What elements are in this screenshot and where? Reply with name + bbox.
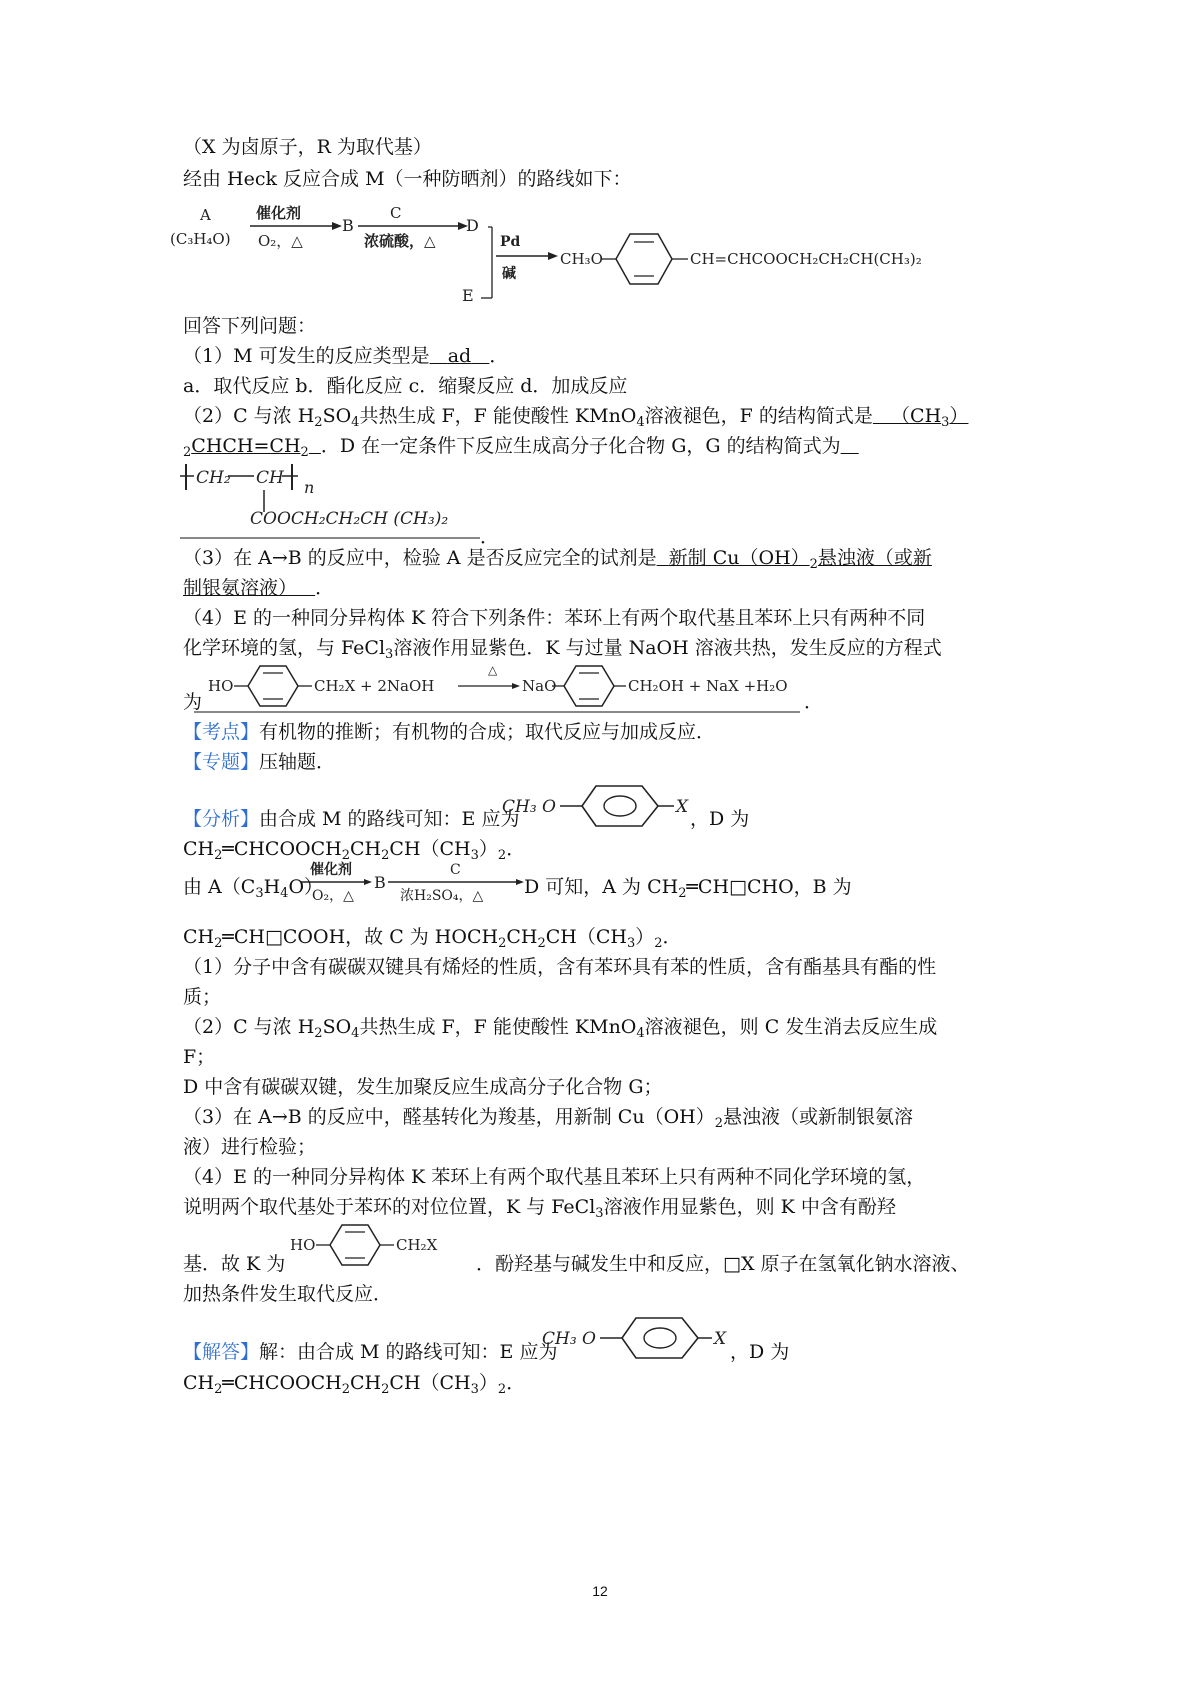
page-number: 12 (592, 1583, 608, 1599)
polymer-ester: COOCH₂CH₂CH (CH₃)₂ (250, 509, 449, 529)
scheme-cond2: 浓硫酸，△ (364, 232, 436, 250)
svg-text:X: X (714, 1329, 727, 1349)
polymer-ch: CH (256, 468, 284, 488)
q1-options: a．取代反应 b．酯化反应 c．缩聚反应 d．加成反应 (183, 375, 628, 397)
analysis-4d: ．酚羟基与碱发生中和反应，□X 原子在氢氧化钠水溶液、 (476, 1253, 970, 1275)
polymer-n: n (304, 478, 315, 497)
note-line: （X 为卤原子，R 为取代基） (183, 136, 432, 158)
q1-answer: ad (447, 345, 472, 367)
reaction-equation (200, 658, 810, 714)
svg-text:浓H₂SO₄，△: 浓H₂SO₄，△ (400, 888, 484, 904)
analysis-3b: 液）进行检验； (183, 1136, 317, 1158)
eq-ho: HO (208, 677, 234, 695)
svg-text:CH₂X: CH₂X (396, 1236, 438, 1254)
scheme-d: D (466, 216, 479, 235)
analysis-4b: 说明两个取代基处于苯环的对位位置，K 与 FeCl$_3$溶液作用显紫色，则 K 中含有酚羟 (183, 1196, 896, 1221)
q1-line: （1）M 可发生的反应类型是 ad ． (183, 345, 509, 367)
fenxi-line1b: ，D 为 (690, 808, 750, 830)
q2-line2: $_2CHCH=CH_2$ ．D 在一定条件下反应生成高分子化合物 G，G 的结构简式为 (183, 435, 841, 460)
arrow-1-head (332, 222, 342, 230)
q3-line: （3）在 A→B 的反应中，检验 A 是否反应完全的试剂是 新制 $Cu(OH)_2$悬浊液（或新 (183, 547, 932, 572)
q3-answer: 新制 $Cu(OH)_2$悬浊液（或新 (668, 547, 932, 572)
svg-text:催化剂: 催化剂 (310, 862, 352, 878)
mini-scheme (300, 860, 530, 910)
scheme-pd: Pd (500, 234, 521, 250)
jieda-line1: 【解答】解：由合成 M 的路线可知：E 应为 (183, 1341, 558, 1363)
fenxi-line4: $CH_2═CH□COOH$，故 C 为 $HOCH_2CH_2CH(CH_3)_2$． (183, 926, 682, 951)
analysis-2b: F； (183, 1046, 216, 1068)
analysis-2c: D 中含有碳碳双键，发生加聚反应生成高分子化合物 G； (183, 1076, 663, 1098)
k-structure (290, 1222, 470, 1278)
analysis-4c: 基．故 K 为 (183, 1253, 286, 1275)
q3-line2: 制银氨溶液） ． (183, 577, 335, 599)
zhuanti-line: 【专题】压轴题． (183, 751, 336, 773)
eq-products: CH₂OH + NaX +H₂O (628, 677, 788, 695)
analysis-3: （3）在 A→B 的反应中，醛基转化为羧基，用新制 $Cu(OH)_2$悬浊液（或新制银氨溶 (183, 1106, 914, 1131)
q4-line1: （4）E 的一种同分异构体 K 符合下列条件：苯环上有两个取代基且苯环上只有两种不同 (183, 607, 926, 629)
analysis-4: （4）E 的一种同分异构体 K 苯环上有两个取代基且苯环上只有两种不同化学环境的氢， (183, 1166, 926, 1188)
analysis-1b: 质； (183, 986, 222, 1008)
fenxi-line2: $CH_2═CHCOOCH_2CH_2CH(CH_3)_2$． (183, 838, 526, 863)
arrow-3-head (548, 252, 558, 260)
scheme-base: 碱 (502, 266, 516, 282)
kaodian-line: 【考点】有机物的推断；有机物的合成；取代反应与加成反应． (183, 721, 716, 743)
jieda-line2: $CH_2═CHCOOCH_2CH_2CH(CH_3)_2$． (183, 1372, 526, 1397)
svg-text:B: B (374, 873, 386, 892)
eq-ch2x: CH₂X + 2NaOH (314, 677, 435, 695)
q4-line2: 化学环境的氢，与 FeCl$_3$溶液作用显紫色．K 与过量 NaOH 溶液共热，发生反应的方程式 (183, 637, 942, 662)
intro-line: 经由 Heck 反应合成 M（一种防晒剂）的路线如下： (183, 168, 632, 190)
jieda-line1b: ，D 为 (730, 1341, 790, 1363)
fenxi-line3: 由 $A(C_3H_4O)$ (183, 876, 324, 901)
analysis-4e: 加热条件发生取代反应． (183, 1283, 393, 1305)
scheme-catalyst: 催化剂 (256, 204, 302, 222)
scheme-c: C (390, 204, 402, 222)
scheme-e: E (462, 286, 474, 305)
svg-text:O₂，△: O₂，△ (312, 888, 354, 904)
scheme-cond1: O₂，△ (258, 232, 303, 250)
e-structure-2 (542, 1314, 742, 1366)
svg-text:HO: HO (290, 1236, 316, 1254)
scheme-b: B (342, 216, 354, 235)
m-right: CH=CHCOOCH₂CH₂CH(CH₃)₂ (690, 250, 922, 268)
svg-text:CH₃ O: CH₃ O (542, 1329, 596, 1349)
q4-line3: 为 (183, 691, 203, 713)
q2-end: ． (480, 526, 500, 548)
fenxi-line3b: D 可知，A 为 $CH_2═CH□CHO$，B 为 (524, 876, 852, 901)
eq-delta: △ (488, 663, 498, 677)
e-structure-1 (502, 782, 702, 834)
synthesis-scheme (170, 198, 950, 310)
question-intro: 回答下列问题： (183, 315, 317, 337)
q4-end: ． (804, 691, 824, 713)
eq-nao: NaO (522, 677, 557, 695)
m-left: CH₃O (560, 250, 603, 268)
analysis-2: （2）C 与浓 $H_2SO_4$共热生成 F，F 能使酸性 KMnO$_4$溶液褪色，则 C 发生消去反应生成 (183, 1016, 938, 1041)
q2-answer: $(CH_3)$ (891, 405, 969, 430)
polymer-ch2: CH₂ (196, 468, 231, 488)
scheme-a: A (200, 206, 211, 224)
q2-line: （2）C 与浓 $H_2SO_4$共热生成 F，F 能使酸性 KMnO$_4$溶液褪色，F 的结构简式是 $(CH_3)$ (183, 405, 969, 430)
svg-text:CH₃ O: CH₃ O (502, 797, 556, 817)
svg-text:X: X (676, 797, 689, 817)
analysis-1: （1）分子中含有碳碳双键具有烯烃的性质，含有苯环具有苯的性质，含有酯基具有酯的性 (183, 956, 937, 978)
svg-text:C: C (450, 862, 461, 878)
scheme-a-formula: (C₃H₄O) (170, 230, 231, 248)
fenxi-line1: 【分析】由合成 M 的路线可知：E 应为 (183, 808, 520, 830)
